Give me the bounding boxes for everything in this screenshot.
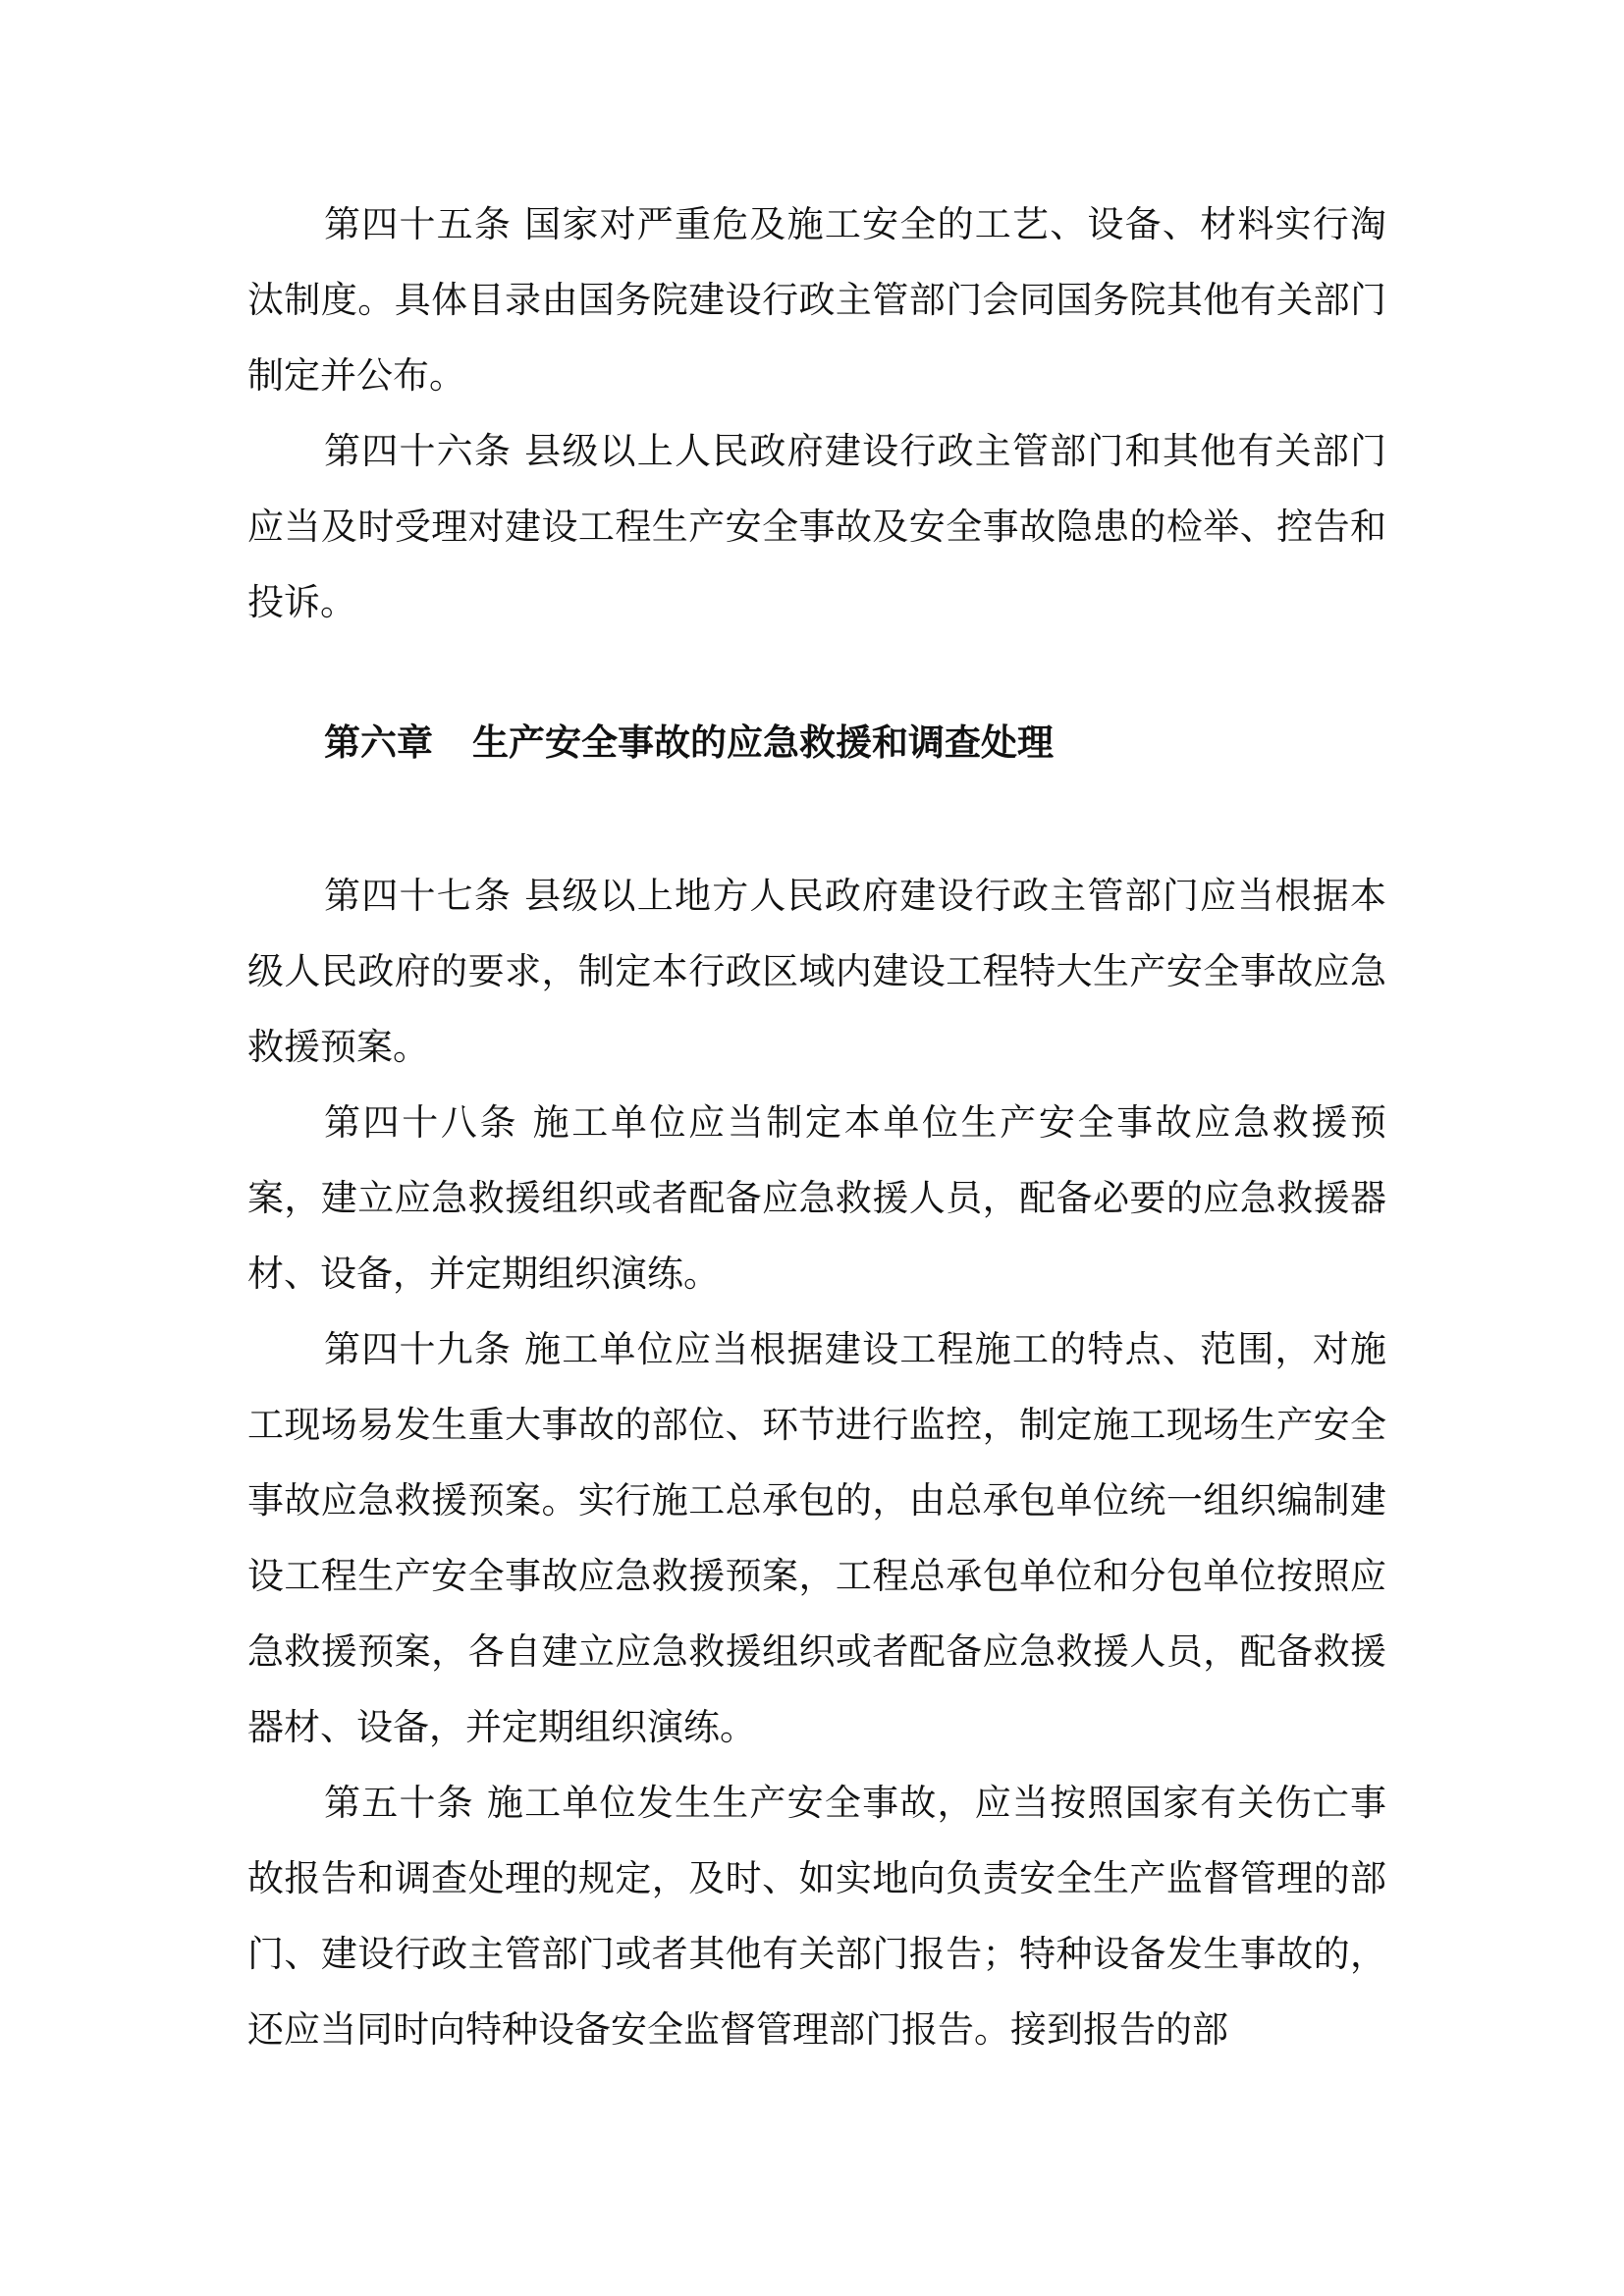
articles-after-chapter: [247, 858, 1386, 2067]
article-49: 第四十九条 施工单位应当根据建设工程施工的特点、范围，对施工现场易发生重大事故的部位、环节进行监控，制定施工现场生产安全事故应急救援预案。实行施工总承包的，由总承包单位统一组织编制建设工程生产安全事故应急救援预案，工程总承包单位和分包单位按照应急救援预案，各自建立应急救援组织或者配备应急救援人员，配备救援器材、设备，并定期组织演练。: [247, 1328, 1386, 1748]
chapter-heading: [324, 714, 1384, 773]
article-45: 第四十五条 国家对严重危及施工安全的工艺、设备、材料实行淘汰制度。具体目录由国务院建设行政主管部门会同国务院其他有关部门制定并公布。: [247, 203, 1386, 397]
article-47: 第四十七条 县级以上地方人民政府建设行政主管部门应当根据本级人民政府的要求，制定本行政区域内建设工程特大生产安全事故应急救援预案。: [247, 875, 1386, 1068]
article-50: 第五十条 施工单位发生生产安全事故，应当按照国家有关伤亡事故报告和调查处理的规定，及时、如实地向负责安全生产监督管理的部门、建设行政主管部门或者其他有关部门报告；特种设备发生事故的，还应当同时向特种设备安全监督管理部门报告。接到报告的部: [247, 1782, 1386, 2051]
articles-before-chapter: [247, 187, 1386, 640]
chapter-number: 第六章: [324, 721, 433, 764]
article-48: 第四十八条 施工单位应当制定本单位生产安全事故应急救援预案，建立应急救援组织或者配备应急救援人员，配备必要的应急救援器材、设备，并定期组织演练。: [247, 1101, 1386, 1295]
article-46: 第四十六条 县级以上人民政府建设行政主管部门和其他有关部门应当及时受理对建设工程生产安全事故及安全事故隐患的检举、控告和投诉。: [247, 430, 1386, 623]
chapter-title: 生产安全事故的应急救援和调查处理: [472, 721, 1054, 764]
